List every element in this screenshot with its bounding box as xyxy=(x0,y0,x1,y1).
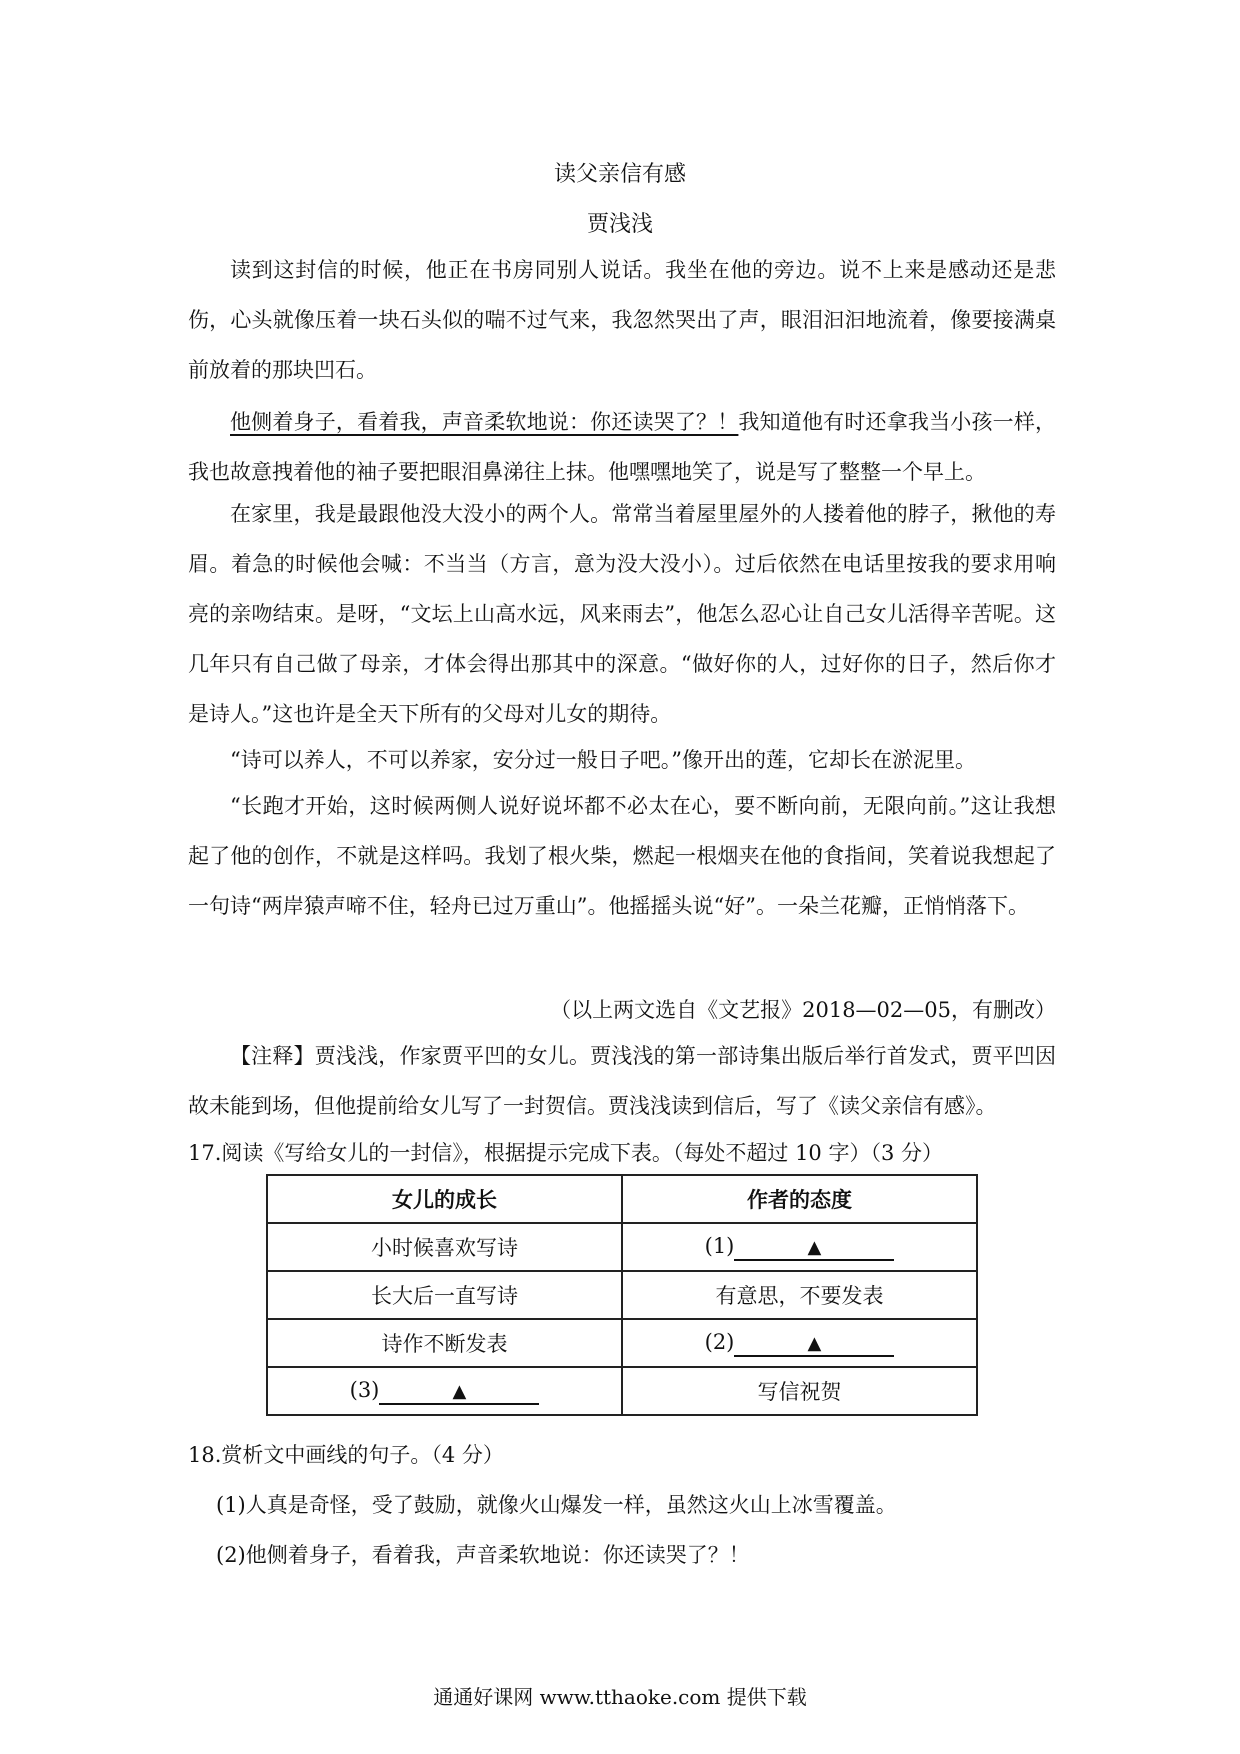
blank-number: (1) xyxy=(704,1233,735,1258)
answer-blank[interactable] xyxy=(379,1381,539,1405)
paragraph-2 xyxy=(188,397,1056,497)
table-cell: 诗作不断发表 xyxy=(267,1319,622,1367)
footer-watermark: 通通好课网 www.tthaoke.com 提供下载 xyxy=(433,1685,807,1709)
triangle-icon: ▲ xyxy=(807,1332,822,1354)
question-18-item-2: (2)他侧着身子，看着我，声音柔软地说：你还读哭了？！ xyxy=(216,1543,750,1567)
blank-number: (2) xyxy=(704,1329,735,1354)
question-18-item-1: (1)人真是奇怪，受了鼓励，就像火山爆发一样，虽然这火山上冰雪覆盖。 xyxy=(216,1493,897,1517)
table-cell: 小时候喜欢写诗 xyxy=(267,1223,622,1271)
question-18-prompt: 18.赏析文中画线的句子。（4 分） xyxy=(188,1443,504,1467)
paragraph-4: “诗可以养人，不可以养家，安分过一般日子吧。”像开出的莲，它却长在淤泥里。 xyxy=(230,748,976,772)
paragraph-2-rest: 我知道他有时还拿我当小孩一样，我也故意拽着他的袖子要把眼泪鼻涕往上抹。他嘿嘿地笑了，说是写了整整一个早上。 xyxy=(188,410,1056,484)
article-author: 贾浅浅 xyxy=(586,212,653,237)
triangle-icon: ▲ xyxy=(807,1236,822,1258)
triangle-icon: ▲ xyxy=(452,1380,467,1402)
table-cell-blank[interactable] xyxy=(267,1367,622,1415)
source-citation: （以上两文选自《文艺报》2018—02—05，有删改） xyxy=(550,998,1056,1022)
table-cell: 写信祝贺 xyxy=(622,1367,977,1415)
answer-table xyxy=(266,1174,978,1416)
table-cell: 有意思，不要发表 xyxy=(622,1271,977,1319)
table-row xyxy=(267,1367,977,1415)
note-paragraph: 【注释】贾浅浅，作家贾平凹的女儿。贾浅浅的第一部诗集出版后举行首发式，贾平凹因故未能到场，但他提前给女儿写了一封贺信。贾浅浅读到信后，写了《读父亲信有感》。 xyxy=(188,1044,1056,1118)
table-cell-blank[interactable] xyxy=(622,1223,977,1271)
article-title: 读父亲信有感 xyxy=(553,162,686,187)
table-row xyxy=(267,1319,977,1367)
table-row xyxy=(267,1271,977,1319)
table-header: 作者的态度 xyxy=(622,1175,977,1223)
paragraph-1: 读到这封信的时候，他正在书房同别人说话。我坐在他的旁边。说不上来是感动还是悲伤，心头就像压着一块石头似的喘不过气来，我忽然哭出了声，眼泪汩汩地流着，像要接满桌前放着的那块凹石。 xyxy=(188,258,1056,382)
question-17-prompt: 17.阅读《写给女儿的一封信》，根据提示完成下表。（每处不超过 10 字）（3 分） xyxy=(188,1141,944,1165)
table-header: 女儿的成长 xyxy=(267,1175,622,1223)
table-header-row xyxy=(267,1175,977,1223)
paragraph-5: “长跑才开始，这时候两侧人说好说坏都不必太在心，要不断向前，无限向前。”这让我想起了他的创作，不就是这样吗。我划了根火柴，燃起一根烟夹在他的食指间，笑着说我想起了一句诗“两岸猿声啼不住，轻舟已过万重山”。他摇摇头说“好”。一朵兰花瓣，正悄悄落下。 xyxy=(188,794,1056,918)
paragraph-3: 在家里，我是最跟他没大没小的两个人。常常当着屋里屋外的人搂着他的脖子，揪他的寿眉。着急的时候他会喊：不当当（方言，意为没大没小）。过后依然在电话里按我的要求用响亮的亲吻结束。是呀，“文坛上山高水远，风来雨去”，他怎么忍心让自己女儿活得辛苦呢。这几年只有自己做了母亲，才体会得出那其中的深意。“做好你的人，过好你的日子，然后你才是诗人。”这也许是全天下所有的父母对儿女的期待。 xyxy=(188,502,1056,726)
answer-blank[interactable] xyxy=(734,1333,894,1357)
table-cell: 长大后一直写诗 xyxy=(267,1271,622,1319)
underlined-sentence: 他侧着身子，看着我，声音柔软地说：你还读哭了？！ xyxy=(230,410,739,434)
table-row xyxy=(267,1223,977,1271)
blank-number: (3) xyxy=(349,1377,380,1402)
answer-blank[interactable] xyxy=(734,1237,894,1261)
table-cell-blank[interactable] xyxy=(622,1319,977,1367)
